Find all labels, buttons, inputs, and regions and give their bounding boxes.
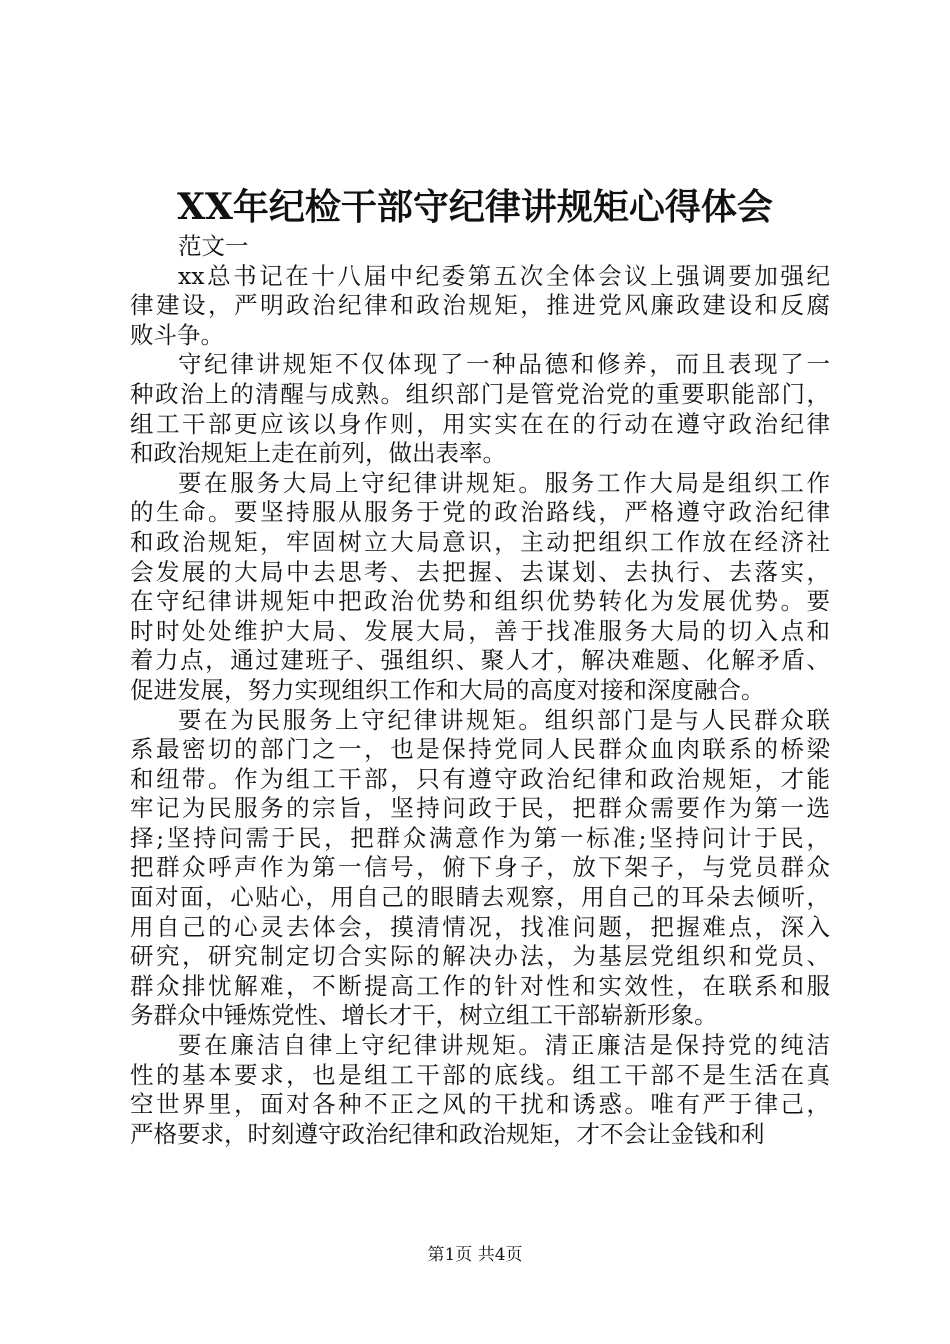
paragraph-line: 用自己的心灵去体会，摸清情况，找准问题，把握难点，深入 [130,912,830,941]
paragraph [130,232,830,262]
paragraph-line: 着力点，通过建班子、强组织、聚人才，解决难题、化解矛盾、 [130,646,830,675]
paragraph-line: 和政治规矩，牢固树立大局意识，主动把组织工作放在经济社 [130,527,830,556]
paragraph-line: 牢记为民服务的宗旨，坚持问政于民，把群众需要作为第一选 [130,794,830,823]
paragraph-line: 空世界里，面对各种不正之风的干扰和诱惑。唯有严于律己， [130,1090,830,1119]
paragraph-line: 组工干部更应该以身作则，用实实在在的行动在遵守政治纪律 [130,409,830,438]
paragraph [130,706,830,1032]
paragraph-line: 败斗争。 [130,320,224,349]
paragraph-line: 在守纪律讲规矩中把政治优势和组织优势转化为发展优势。要 [130,587,830,616]
paragraph-line: 律建设，严明政治纪律和政治规矩，推进党风廉政建设和反腐 [130,291,830,320]
paragraph [130,262,830,351]
paragraph-line: 群众排忧解难，不断提高工作的针对性和实效性，在联系和服 [130,971,830,1000]
paragraph-line: 要在为民服务上守纪律讲规矩。组织部门是与人民群众联 [178,705,830,734]
paragraph-line: 守纪律讲规矩不仅体现了一种品德和修养，而且表现了一 [178,350,830,379]
paragraph-line: 的生命。要坚持服从服务于党的政治路线，严格遵守政治纪律 [130,498,830,527]
paragraph [130,469,830,706]
paragraph-line: 择;坚持问需于民，把群众满意作为第一标准;坚持问计于民， [130,823,830,852]
paragraph-line: 务群众中锤炼党性、增长才干，树立组工干部崭新形象。 [130,1001,718,1030]
paragraph [130,1031,830,1149]
paragraph-line: xx总书记在十八届中纪委第五次全体会议上强调要加强纪 [178,261,830,290]
paragraph-line: 把群众呼声作为第一信号，俯下身子，放下架子，与党员群众 [130,853,830,882]
paragraph-line: 性的基本要求，也是组工干部的底线。组工干部不是生活在真 [130,1060,830,1089]
page-footer: 第1页 共4页 [427,1245,523,1265]
paragraph-line: 和纽带。作为组工干部，只有遵守政治纪律和政治规矩，才能 [130,764,830,793]
document-body [130,232,830,1149]
paragraph-line: 严格要求，时刻遵守政治纪律和政治规矩，才不会让金钱和利 [130,1119,765,1148]
paragraph [130,350,830,468]
paragraph-line: 要在廉洁自律上守纪律讲规矩。清正廉洁是保持党的纯洁 [178,1031,830,1060]
paragraph-line: 面对面，心贴心，用自己的眼睛去观察，用自己的耳朵去倾听， [130,883,830,912]
paragraph-line: 要在服务大局上守纪律讲规矩。服务工作大局是组织工作 [178,468,830,497]
paragraph-line: 时时处处维护大局、发展大局，善于找准服务大局的切入点和 [130,616,830,645]
paragraph-line: 系最密切的部门之一，也是保持党同人民群众血肉联系的桥梁 [130,735,830,764]
paragraph-line: 范文一 [178,232,249,260]
paragraph-line: 会发展的大局中去思考、去把握、去谋划、去执行、去落实， [130,557,830,586]
paragraph-line: 促进发展，努力实现组织工作和大局的高度对接和深度融合。 [130,675,765,704]
paragraph-line: 和政治规矩上走在前列，做出表率。 [130,439,506,468]
paragraph-line: 种政治上的清醒与成熟。组织部门是管党治党的重要职能部门， [130,379,830,408]
paragraph-line: 研究，研究制定切合实际的解决办法，为基层党组织和党员、 [130,942,830,971]
document-title: XX年纪检干部守纪律讲规矩心得体会 [177,186,773,228]
